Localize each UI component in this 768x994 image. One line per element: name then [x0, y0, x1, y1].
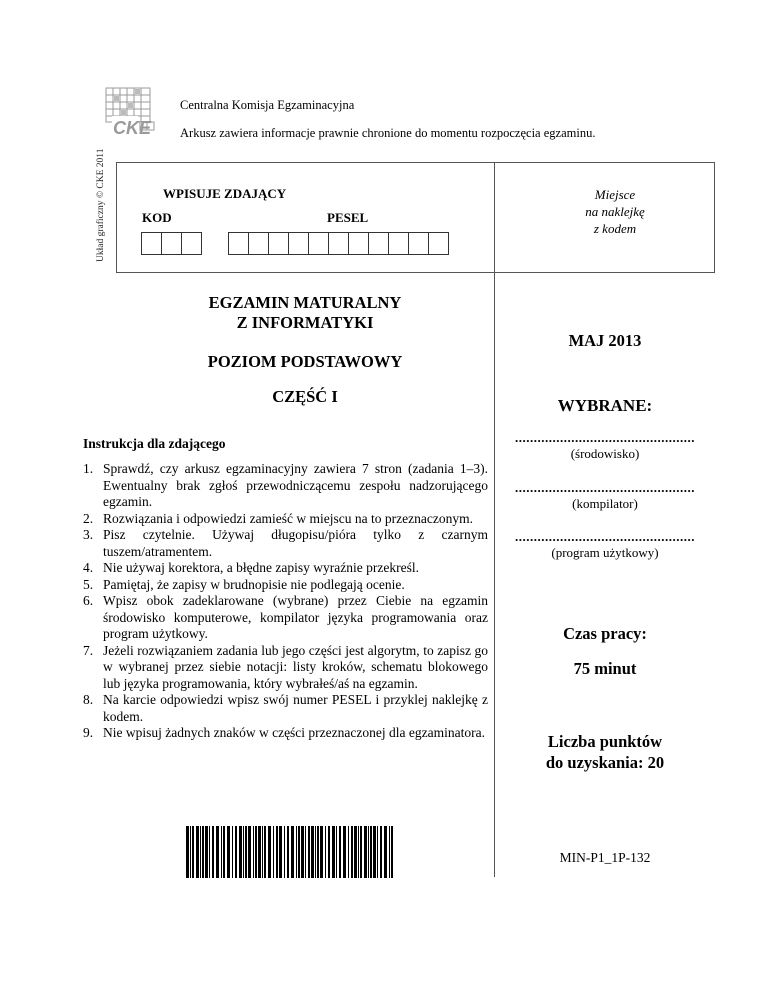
instruction-item — [83, 560, 488, 577]
barcode-bar — [262, 826, 263, 878]
pesel-box[interactable] — [268, 232, 289, 255]
program-label: (program użytkowy) — [551, 545, 659, 560]
sticker-area — [540, 186, 690, 237]
instructions-title: Instrukcja dla zdającego — [83, 436, 226, 451]
barcode-bar — [248, 826, 251, 878]
barcode-bar — [354, 826, 357, 878]
program-field[interactable] — [505, 529, 705, 561]
instruction-number: 2. — [83, 510, 94, 526]
instruction-item — [83, 643, 488, 693]
barcode-bar — [255, 826, 257, 878]
chosen-title: WYBRANE: — [557, 396, 653, 415]
barcode-bar — [227, 826, 230, 878]
barcode-bar — [291, 826, 294, 878]
barcode-bar — [216, 826, 219, 878]
exam-level: POZIOM PODSTAWOWY — [207, 352, 403, 371]
sticker-line-3: z kodem — [593, 221, 637, 236]
instruction-text: Rozwiązania i odpowiedzi zamieść w miejscu na to przeznaczonym. — [103, 510, 473, 526]
barcode-icon — [184, 826, 396, 878]
barcode-bar — [232, 826, 233, 878]
barcode-bar — [235, 826, 237, 878]
barcode-bar — [284, 826, 285, 878]
barcode-bar — [243, 826, 244, 878]
sticker-line-1: Miejsce — [594, 187, 636, 202]
pesel-box[interactable] — [428, 232, 449, 255]
instruction-number: 9. — [83, 725, 94, 740]
barcode-bar — [384, 826, 387, 878]
instruction-item — [83, 527, 488, 560]
confidentiality-note: Arkusz zawiera informacje prawnie chronione do momentu rozpoczęcia egzaminu. — [180, 126, 596, 140]
barcode-bar — [186, 826, 189, 878]
barcode-bar — [325, 826, 326, 878]
instruction-text: Nie używaj korektora, a błędne zapisy wyraźnie przekreśl. — [103, 560, 419, 575]
points-line-2: do uzyskania: 20 — [545, 753, 665, 772]
student-box-title: WPISUJE ZDAJĄCY — [163, 186, 287, 201]
instruction-item — [83, 593, 488, 643]
barcode-bar — [253, 826, 254, 878]
environment-field[interactable] — [505, 430, 705, 462]
barcode-bar — [268, 826, 271, 878]
column-divider — [494, 273, 495, 877]
environment-dots: ................................................ — [515, 430, 695, 445]
instructions-list — [83, 461, 488, 742]
barcode-bar — [205, 826, 208, 878]
side-copyright-label: Układ graficzny © CKE 2011 — [96, 148, 106, 262]
barcode-bar — [351, 826, 353, 878]
program-dots: ................................................ — [515, 529, 695, 544]
instruction-item — [83, 511, 488, 528]
organization-name: Centralna Komisja Egzaminacyjna — [180, 98, 355, 112]
barcode-bar — [370, 826, 372, 878]
pesel-box[interactable] — [388, 232, 409, 255]
barcode-bar — [317, 826, 319, 878]
barcode-bar — [190, 826, 191, 878]
barcode-bar — [301, 826, 304, 878]
pesel-box[interactable] — [348, 232, 369, 255]
instruction-item — [83, 577, 488, 594]
instruction-number: 4. — [83, 560, 94, 575]
pesel-box[interactable] — [288, 232, 309, 255]
instruction-number: 1. — [83, 461, 94, 476]
instruction-item — [83, 461, 488, 511]
barcode-bar — [391, 826, 393, 878]
logo-text: CKE — [113, 118, 152, 138]
instruction-text: Wpisz obok zadeklarowane (wybrane) przez Ciebie na egzamin środowisko komputerowe, kompilator języka programowania oraz program użytkowy. — [103, 593, 488, 641]
barcode-bar — [239, 826, 242, 878]
barcode-bar — [209, 826, 210, 878]
time-value: 75 minut — [573, 659, 637, 678]
pesel-box[interactable] — [228, 232, 249, 255]
compiler-dots: ................................................ — [515, 480, 695, 495]
kod-box[interactable] — [181, 232, 202, 255]
instruction-text: Pisz czytelnie. Używaj długopisu/pióra tylko z czarnym tuszem/atramentem. — [103, 527, 488, 559]
compiler-label: (kompilator) — [572, 496, 638, 511]
barcode-bar — [258, 826, 261, 878]
barcode-bar — [343, 826, 346, 878]
exam-title — [150, 293, 460, 333]
barcode-bar — [377, 826, 378, 878]
environment-label: (środowisko) — [570, 446, 640, 461]
barcode-bar — [212, 826, 214, 878]
instruction-number: 3. — [83, 527, 94, 542]
pesel-label: PESEL — [327, 210, 369, 225]
pesel-box[interactable] — [408, 232, 429, 255]
pesel-field[interactable] — [229, 232, 449, 255]
points-line-1: Liczba punktów — [547, 732, 663, 751]
barcode-bar — [273, 826, 274, 878]
instruction-number: 5. — [83, 576, 94, 592]
barcode-bar — [389, 826, 390, 878]
instruction-text: Na karcie odpowiedzi wpisz swój numer PESEL i przyklej naklejkę z kodem. — [103, 692, 488, 724]
cke-logo — [100, 86, 162, 142]
instruction-text: Jeżeli rozwiązaniem zadania lub jego części jest algorytm, to zapisz go w wybranej przez siebie notacji: listy kroków, schematu blokowego lub języka programowania, który wybrałeś/aś na egzamin. — [103, 642, 488, 691]
kod-field[interactable] — [142, 232, 202, 255]
barcode-bar — [348, 826, 349, 878]
exam-title-line-1: EGZAMIN MATURALNY — [208, 293, 402, 312]
barcode-bar — [339, 826, 341, 878]
barcode-bar — [380, 826, 382, 878]
barcode-bar — [308, 826, 310, 878]
instruction-text: Nie wpisuj żadnych znaków w części przeznaczonej dla egzaminatora. — [103, 725, 485, 740]
barcode-bar — [245, 826, 247, 878]
barcode-bar — [332, 826, 335, 878]
pesel-box[interactable] — [308, 232, 329, 255]
time-label: Czas pracy: — [563, 624, 647, 643]
barcode-bar — [358, 826, 359, 878]
sheet-code: MIN-P1_1P-132 — [559, 850, 651, 865]
instruction-text: Pamiętaj, że zapisy w brudnopisie nie podlegają ocenie. — [103, 576, 405, 592]
exam-title-line-2: Z INFORMATYKI — [236, 313, 374, 332]
barcode-bar — [287, 826, 289, 878]
instruction-number: 8. — [83, 692, 94, 707]
pesel-box[interactable] — [368, 232, 389, 255]
barcode-bar — [360, 826, 362, 878]
barcode-bar — [315, 826, 316, 878]
instruction-text: Sprawdź, czy arkusz egzaminacyjny zawiera 7 stron (zadania 1–3). Ewentualny brak zgłoś przewodniczącemu zespołu nadzorującego egzamin. — [103, 461, 488, 509]
barcode-bar — [336, 826, 337, 878]
exam-part: CZĘŚĆ I — [272, 387, 338, 406]
barcode-bar — [196, 826, 199, 878]
barcode-bar — [305, 826, 306, 878]
barcode-bar — [298, 826, 300, 878]
barcode-bar — [276, 826, 278, 878]
exam-session: MAJ 2013 — [568, 331, 642, 350]
kod-box[interactable] — [161, 232, 182, 255]
barcode-bar — [200, 826, 201, 878]
barcode-bar — [328, 826, 330, 878]
barcode-bar — [373, 826, 376, 878]
frame-divider — [494, 162, 495, 273]
barcode-bar — [320, 826, 323, 878]
instruction-item — [83, 725, 488, 742]
kod-box[interactable] — [141, 232, 162, 255]
instruction-number: 6. — [83, 593, 94, 608]
barcode-bar — [311, 826, 314, 878]
points-info — [505, 731, 705, 773]
pesel-box[interactable] — [328, 232, 349, 255]
barcode-bar — [221, 826, 222, 878]
barcode-bar — [264, 826, 266, 878]
compiler-field[interactable] — [505, 480, 705, 512]
barcode-bar — [296, 826, 297, 878]
barcode-bar — [192, 826, 194, 878]
sticker-line-2: na naklejkę — [585, 204, 645, 219]
instruction-number: 7. — [83, 642, 94, 658]
instruction-item — [83, 692, 488, 725]
kod-label: KOD — [142, 210, 172, 225]
barcode-bar — [202, 826, 204, 878]
barcode-bar — [279, 826, 282, 878]
barcode-bar — [368, 826, 369, 878]
barcode-bar — [364, 826, 367, 878]
pesel-box[interactable] — [248, 232, 269, 255]
barcode-bar — [223, 826, 225, 878]
